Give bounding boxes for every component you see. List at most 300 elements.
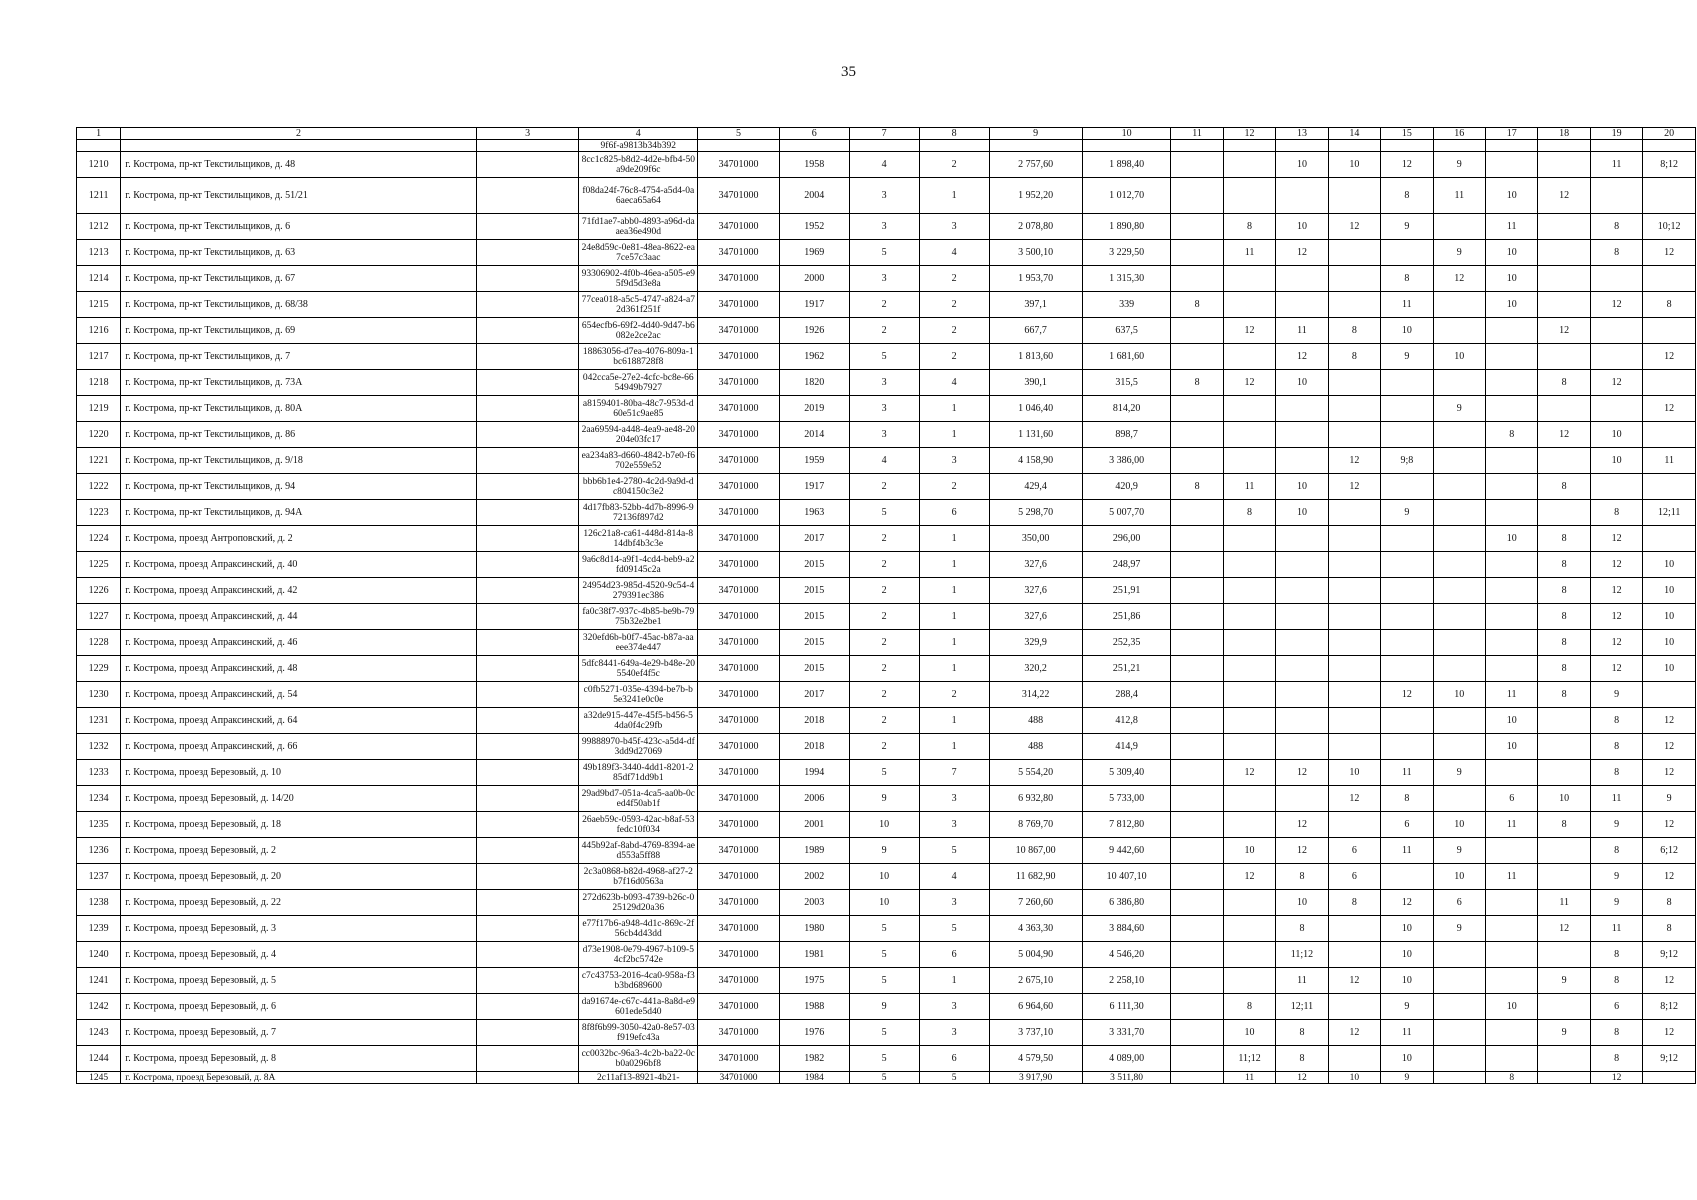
work-year-col-17: 6 <box>1486 786 1538 812</box>
table-header <box>77 128 1696 140</box>
oktmo-code: 34701000 <box>698 864 780 890</box>
address: г. Кострома, проезд Березовый, д. 2 <box>121 838 477 864</box>
living-area: 6 111,30 <box>1082 994 1171 1020</box>
work-year-col-17: 11 <box>1486 214 1538 240</box>
table-cell <box>1082 140 1171 152</box>
address: г. Кострома, проезд Березовый, д. 4 <box>121 942 477 968</box>
work-year-col-18 <box>1538 292 1590 318</box>
oktmo-code: 34701000 <box>698 344 780 370</box>
build-year: 1969 <box>779 240 849 266</box>
floors: 9 <box>849 838 919 864</box>
build-year: 1981 <box>779 942 849 968</box>
entrances: 3 <box>919 994 989 1020</box>
oktmo-code: 34701000 <box>698 604 780 630</box>
work-year-col-11 <box>1171 708 1223 734</box>
oktmo-code: 34701000 <box>698 370 780 396</box>
build-year: 1989 <box>779 838 849 864</box>
row-number: 1244 <box>77 1046 121 1072</box>
fias-code: 2c3a0868-b82d-4968-af27-2b7f16d0563a <box>579 864 698 890</box>
work-year-col-19: 12 <box>1590 292 1642 318</box>
work-year-col-14: 8 <box>1328 318 1380 344</box>
work-year-col-13: 11 <box>1276 318 1328 344</box>
work-year-col-17: 11 <box>1486 682 1538 708</box>
work-year-col-17: 10 <box>1486 240 1538 266</box>
table-cell <box>849 140 919 152</box>
column-number-row <box>77 128 1696 140</box>
table-cell <box>1486 140 1538 152</box>
column-number: 3 <box>476 128 579 140</box>
floors: 3 <box>849 370 919 396</box>
work-year-col-13 <box>1276 266 1328 292</box>
work-year-col-12 <box>1223 812 1275 838</box>
cell-3 <box>476 1020 579 1046</box>
total-area: 7 260,60 <box>989 890 1082 916</box>
total-area: 1 952,20 <box>989 178 1082 214</box>
oktmo-code: 34701000 <box>698 968 780 994</box>
floors: 10 <box>849 864 919 890</box>
work-year-col-13: 11;12 <box>1276 942 1328 968</box>
oktmo-code: 34701000 <box>698 214 780 240</box>
work-year-col-16 <box>1433 526 1485 552</box>
work-year-col-11 <box>1171 734 1223 760</box>
work-year-col-14 <box>1328 292 1380 318</box>
work-year-col-13: 8 <box>1276 864 1328 890</box>
address: г. Кострома, пр-кт Текстильщиков, д. 73А <box>121 370 477 396</box>
table-row <box>77 916 1696 942</box>
page-number: 35 <box>841 64 856 80</box>
entrances: 1 <box>919 708 989 734</box>
work-year-col-18: 8 <box>1538 526 1590 552</box>
work-year-col-18: 12 <box>1538 916 1590 942</box>
work-year-col-19: 9 <box>1590 864 1642 890</box>
work-year-col-19: 11 <box>1590 152 1642 178</box>
work-year-col-19 <box>1590 474 1642 500</box>
work-year-col-14: 12 <box>1328 474 1380 500</box>
cell-3 <box>476 604 579 630</box>
work-year-col-20 <box>1643 1072 1696 1084</box>
work-year-col-12 <box>1223 578 1275 604</box>
work-year-col-14 <box>1328 916 1380 942</box>
floors: 2 <box>849 292 919 318</box>
total-area: 3 737,10 <box>989 1020 1082 1046</box>
table-cell <box>1328 140 1380 152</box>
work-year-col-11 <box>1171 760 1223 786</box>
row-number: 1232 <box>77 734 121 760</box>
address: г. Кострома, пр-кт Текстильщиков, д. 80А <box>121 396 477 422</box>
work-year-col-16 <box>1433 968 1485 994</box>
total-area: 5 004,90 <box>989 942 1082 968</box>
entrances: 1 <box>919 968 989 994</box>
work-year-col-20: 10 <box>1643 656 1696 682</box>
total-area: 4 158,90 <box>989 448 1082 474</box>
work-year-col-11 <box>1171 1072 1223 1084</box>
cell-3 <box>476 916 579 942</box>
entrances: 3 <box>919 214 989 240</box>
work-year-col-18 <box>1538 152 1590 178</box>
work-year-col-15: 9 <box>1381 500 1433 526</box>
work-year-col-15 <box>1381 656 1433 682</box>
oktmo-code: 34701000 <box>698 396 780 422</box>
work-year-col-18 <box>1538 214 1590 240</box>
work-year-col-12 <box>1223 178 1275 214</box>
total-area: 11 682,90 <box>989 864 1082 890</box>
work-year-col-15: 10 <box>1381 916 1433 942</box>
oktmo-code: 34701000 <box>698 942 780 968</box>
table-cell <box>1643 140 1696 152</box>
entrances: 3 <box>919 448 989 474</box>
row-number: 1240 <box>77 942 121 968</box>
total-area: 4 579,50 <box>989 1046 1082 1072</box>
work-year-col-19: 8 <box>1590 1046 1642 1072</box>
work-year-col-20: 12 <box>1643 396 1696 422</box>
work-year-col-19: 8 <box>1590 500 1642 526</box>
row-number: 1219 <box>77 396 121 422</box>
work-year-col-12 <box>1223 152 1275 178</box>
work-year-col-17 <box>1486 396 1538 422</box>
work-year-col-17 <box>1486 578 1538 604</box>
work-year-col-14 <box>1328 370 1380 396</box>
work-year-col-11 <box>1171 422 1223 448</box>
row-number: 1243 <box>77 1020 121 1046</box>
floors: 5 <box>849 968 919 994</box>
table-row <box>77 152 1696 178</box>
entrances: 3 <box>919 786 989 812</box>
row-number: 1238 <box>77 890 121 916</box>
table-row <box>77 812 1696 838</box>
fias-code: bbb6b1e4-2780-4c2d-9a9d-dc804150c3e2 <box>579 474 698 500</box>
entrances: 7 <box>919 760 989 786</box>
build-year: 2001 <box>779 812 849 838</box>
work-year-col-20: 12 <box>1643 968 1696 994</box>
build-year: 1980 <box>779 916 849 942</box>
work-year-col-12 <box>1223 942 1275 968</box>
oktmo-code: 34701000 <box>698 682 780 708</box>
oktmo-code: 34701000 <box>698 1072 780 1084</box>
work-year-col-14: 8 <box>1328 344 1380 370</box>
total-area: 397,1 <box>989 292 1082 318</box>
total-area: 10 867,00 <box>989 838 1082 864</box>
work-year-col-19: 12 <box>1590 526 1642 552</box>
build-year: 2014 <box>779 422 849 448</box>
column-number: 7 <box>849 128 919 140</box>
work-year-col-12: 10 <box>1223 1020 1275 1046</box>
work-year-col-16: 9 <box>1433 760 1485 786</box>
entrances: 2 <box>919 318 989 344</box>
fias-code: a32de915-447e-45f5-b456-54da0f4c29fb <box>579 708 698 734</box>
work-year-col-19: 12 <box>1590 630 1642 656</box>
floors: 2 <box>849 708 919 734</box>
row-number: 1222 <box>77 474 121 500</box>
cell-3 <box>476 214 579 240</box>
fias-code: da91674e-c67c-441a-8a8d-e9601ede5d40 <box>579 994 698 1020</box>
build-year: 1962 <box>779 344 849 370</box>
total-area: 1 813,60 <box>989 344 1082 370</box>
living-area: 251,91 <box>1082 578 1171 604</box>
work-year-col-14: 8 <box>1328 890 1380 916</box>
work-year-col-18: 11 <box>1538 890 1590 916</box>
build-year: 2003 <box>779 890 849 916</box>
work-year-col-17: 10 <box>1486 734 1538 760</box>
work-year-col-11: 8 <box>1171 474 1223 500</box>
work-year-col-16 <box>1433 214 1485 240</box>
floors: 2 <box>849 734 919 760</box>
work-year-col-11 <box>1171 968 1223 994</box>
cell-3 <box>476 968 579 994</box>
address: г. Кострома, пр-кт Текстильщиков, д. 7 <box>121 344 477 370</box>
work-year-col-20: 9;12 <box>1643 1046 1696 1072</box>
work-year-col-13: 12;11 <box>1276 994 1328 1020</box>
table-row <box>77 734 1696 760</box>
work-year-col-14: 12 <box>1328 448 1380 474</box>
work-year-col-19: 9 <box>1590 890 1642 916</box>
row-number: 1236 <box>77 838 121 864</box>
cell-3 <box>476 152 579 178</box>
column-number: 10 <box>1082 128 1171 140</box>
work-year-col-11 <box>1171 344 1223 370</box>
total-area: 488 <box>989 708 1082 734</box>
work-year-col-14 <box>1328 396 1380 422</box>
work-year-col-16: 9 <box>1433 152 1485 178</box>
work-year-col-14 <box>1328 942 1380 968</box>
work-year-col-14: 10 <box>1328 152 1380 178</box>
entrances: 6 <box>919 500 989 526</box>
cell-3 <box>476 760 579 786</box>
living-area: 3 229,50 <box>1082 240 1171 266</box>
cell-3 <box>476 734 579 760</box>
fias-code: 8f8f6b99-3050-42a0-8e57-03f919efc43a <box>579 1020 698 1046</box>
fias-code: 320efd6b-b0f7-45ac-b87a-aaeee374e447 <box>579 630 698 656</box>
work-year-col-19: 12 <box>1590 604 1642 630</box>
work-year-col-16 <box>1433 708 1485 734</box>
work-year-col-11 <box>1171 578 1223 604</box>
work-year-col-15: 8 <box>1381 786 1433 812</box>
table-row <box>77 214 1696 240</box>
cell-3 <box>476 266 579 292</box>
work-year-col-16 <box>1433 1020 1485 1046</box>
row-number: 1223 <box>77 500 121 526</box>
work-year-col-12: 8 <box>1223 214 1275 240</box>
address: г. Кострома, пр-кт Текстильщиков, д. 86 <box>121 422 477 448</box>
work-year-col-15: 12 <box>1381 152 1433 178</box>
work-year-col-11 <box>1171 214 1223 240</box>
oktmo-code: 34701000 <box>698 552 780 578</box>
fias-code: 71fd1ae7-abb0-4893-a96d-daaea36e490d <box>579 214 698 240</box>
work-year-col-15 <box>1381 552 1433 578</box>
work-year-col-20: 12 <box>1643 344 1696 370</box>
table-cell <box>698 140 780 152</box>
work-year-col-17: 11 <box>1486 864 1538 890</box>
living-area: 248,97 <box>1082 552 1171 578</box>
address: г. Кострома, пр-кт Текстильщиков, д. 9/18 <box>121 448 477 474</box>
oktmo-code: 34701000 <box>698 838 780 864</box>
cell-3 <box>476 630 579 656</box>
work-year-col-20 <box>1643 422 1696 448</box>
floors: 5 <box>849 1020 919 1046</box>
work-year-col-15: 11 <box>1381 292 1433 318</box>
work-year-col-14 <box>1328 500 1380 526</box>
table-cell <box>989 140 1082 152</box>
fias-code: 8cc1c825-b8d2-4d2e-bfb4-50a9de209f6c <box>579 152 698 178</box>
cell-3 <box>476 422 579 448</box>
fias-code: f08da24f-76c8-4754-a5d4-0a6aeca65a64 <box>579 178 698 214</box>
floors: 4 <box>849 448 919 474</box>
work-year-col-20 <box>1643 318 1696 344</box>
work-year-col-19 <box>1590 266 1642 292</box>
work-year-col-19: 8 <box>1590 1020 1642 1046</box>
oktmo-code: 34701000 <box>698 422 780 448</box>
address: г. Кострома, пр-кт Текстильщиков, д. 48 <box>121 152 477 178</box>
work-year-col-17 <box>1486 318 1538 344</box>
row-number: 1211 <box>77 178 121 214</box>
work-year-col-16 <box>1433 994 1485 1020</box>
work-year-col-20: 10 <box>1643 630 1696 656</box>
table-row <box>77 942 1696 968</box>
work-year-col-16 <box>1433 474 1485 500</box>
column-number: 6 <box>779 128 849 140</box>
floors: 5 <box>849 760 919 786</box>
work-year-col-12: 11 <box>1223 474 1275 500</box>
living-area: 4 546,20 <box>1082 942 1171 968</box>
work-year-col-16: 10 <box>1433 864 1485 890</box>
oktmo-code: 34701000 <box>698 474 780 500</box>
work-year-col-11 <box>1171 838 1223 864</box>
work-year-col-19: 12 <box>1590 1072 1642 1084</box>
build-year: 1958 <box>779 152 849 178</box>
work-year-col-14: 10 <box>1328 1072 1380 1084</box>
work-year-col-14: 12 <box>1328 214 1380 240</box>
work-year-col-15: 12 <box>1381 682 1433 708</box>
table-row <box>77 318 1696 344</box>
floors: 3 <box>849 266 919 292</box>
work-year-col-17: 10 <box>1486 994 1538 1020</box>
work-year-col-15: 11 <box>1381 760 1433 786</box>
living-area: 6 386,80 <box>1082 890 1171 916</box>
work-year-col-18 <box>1538 448 1590 474</box>
work-year-col-19: 10 <box>1590 422 1642 448</box>
work-year-col-18: 8 <box>1538 630 1590 656</box>
work-year-col-12 <box>1223 604 1275 630</box>
build-year: 1959 <box>779 448 849 474</box>
column-number: 2 <box>121 128 477 140</box>
work-year-col-14 <box>1328 526 1380 552</box>
work-year-col-17 <box>1486 500 1538 526</box>
work-year-col-17 <box>1486 890 1538 916</box>
entrances: 3 <box>919 890 989 916</box>
fias-code: 272d623b-b093-4739-b26c-025129d20a36 <box>579 890 698 916</box>
column-number: 8 <box>919 128 989 140</box>
entrances: 1 <box>919 578 989 604</box>
build-year: 1988 <box>779 994 849 1020</box>
work-year-col-11 <box>1171 178 1223 214</box>
work-year-col-17: 8 <box>1486 1072 1538 1084</box>
work-year-col-14 <box>1328 552 1380 578</box>
work-year-col-11 <box>1171 682 1223 708</box>
build-year: 2017 <box>779 526 849 552</box>
work-year-col-19: 10 <box>1590 448 1642 474</box>
floors: 2 <box>849 318 919 344</box>
work-year-col-19: 11 <box>1590 916 1642 942</box>
living-area: 3 331,70 <box>1082 1020 1171 1046</box>
work-year-col-18 <box>1538 500 1590 526</box>
work-year-col-20: 12 <box>1643 240 1696 266</box>
work-year-col-16: 12 <box>1433 266 1485 292</box>
work-year-col-14: 6 <box>1328 838 1380 864</box>
floors: 9 <box>849 786 919 812</box>
work-year-col-18 <box>1538 344 1590 370</box>
row-number: 1215 <box>77 292 121 318</box>
work-year-col-20: 12 <box>1643 734 1696 760</box>
oktmo-code: 34701000 <box>698 1046 780 1072</box>
oktmo-code: 34701000 <box>698 760 780 786</box>
column-number: 11 <box>1171 128 1223 140</box>
work-year-col-19: 12 <box>1590 552 1642 578</box>
living-area: 5 733,00 <box>1082 786 1171 812</box>
table-row <box>77 474 1696 500</box>
total-area: 390,1 <box>989 370 1082 396</box>
row-number: 1228 <box>77 630 121 656</box>
work-year-col-16: 10 <box>1433 682 1485 708</box>
address: г. Кострома, пр-кт Текстильщиков, д. 51/21 <box>121 178 477 214</box>
table-cell <box>919 140 989 152</box>
address: г. Кострома, проезд Березовый, д. 22 <box>121 890 477 916</box>
floors: 2 <box>849 474 919 500</box>
table-row <box>77 604 1696 630</box>
work-year-col-16 <box>1433 422 1485 448</box>
work-year-col-14 <box>1328 656 1380 682</box>
build-year: 1917 <box>779 292 849 318</box>
work-year-col-17 <box>1486 370 1538 396</box>
work-year-col-19: 8 <box>1590 942 1642 968</box>
entrances: 6 <box>919 942 989 968</box>
work-year-col-19: 11 <box>1590 786 1642 812</box>
floors: 3 <box>849 396 919 422</box>
work-year-col-13 <box>1276 786 1328 812</box>
build-year: 1820 <box>779 370 849 396</box>
work-year-col-11 <box>1171 152 1223 178</box>
total-area: 5 298,70 <box>989 500 1082 526</box>
work-year-col-20 <box>1643 526 1696 552</box>
cell-3 <box>476 682 579 708</box>
living-area: 3 511,80 <box>1082 1072 1171 1084</box>
table-row <box>77 994 1696 1020</box>
cell-3 <box>476 656 579 682</box>
floors: 10 <box>849 890 919 916</box>
work-year-col-13 <box>1276 708 1328 734</box>
living-area: 814,20 <box>1082 396 1171 422</box>
work-year-col-14 <box>1328 240 1380 266</box>
cell-3 <box>476 240 579 266</box>
work-year-col-15 <box>1381 526 1433 552</box>
entrances: 4 <box>919 240 989 266</box>
living-area: 2 258,10 <box>1082 968 1171 994</box>
work-year-col-15: 8 <box>1381 266 1433 292</box>
living-area: 10 407,10 <box>1082 864 1171 890</box>
build-year: 1926 <box>779 318 849 344</box>
build-year: 2002 <box>779 864 849 890</box>
work-year-col-13: 8 <box>1276 1020 1328 1046</box>
work-year-col-11 <box>1171 994 1223 1020</box>
oktmo-code: 34701000 <box>698 266 780 292</box>
work-year-col-13: 10 <box>1276 214 1328 240</box>
work-year-col-16: 9 <box>1433 396 1485 422</box>
work-year-col-18: 12 <box>1538 422 1590 448</box>
work-year-col-20: 8 <box>1643 916 1696 942</box>
work-year-col-20 <box>1643 474 1696 500</box>
total-area: 2 757,60 <box>989 152 1082 178</box>
work-year-col-19: 9 <box>1590 682 1642 708</box>
cell-3 <box>476 178 579 214</box>
work-year-col-18: 8 <box>1538 656 1590 682</box>
